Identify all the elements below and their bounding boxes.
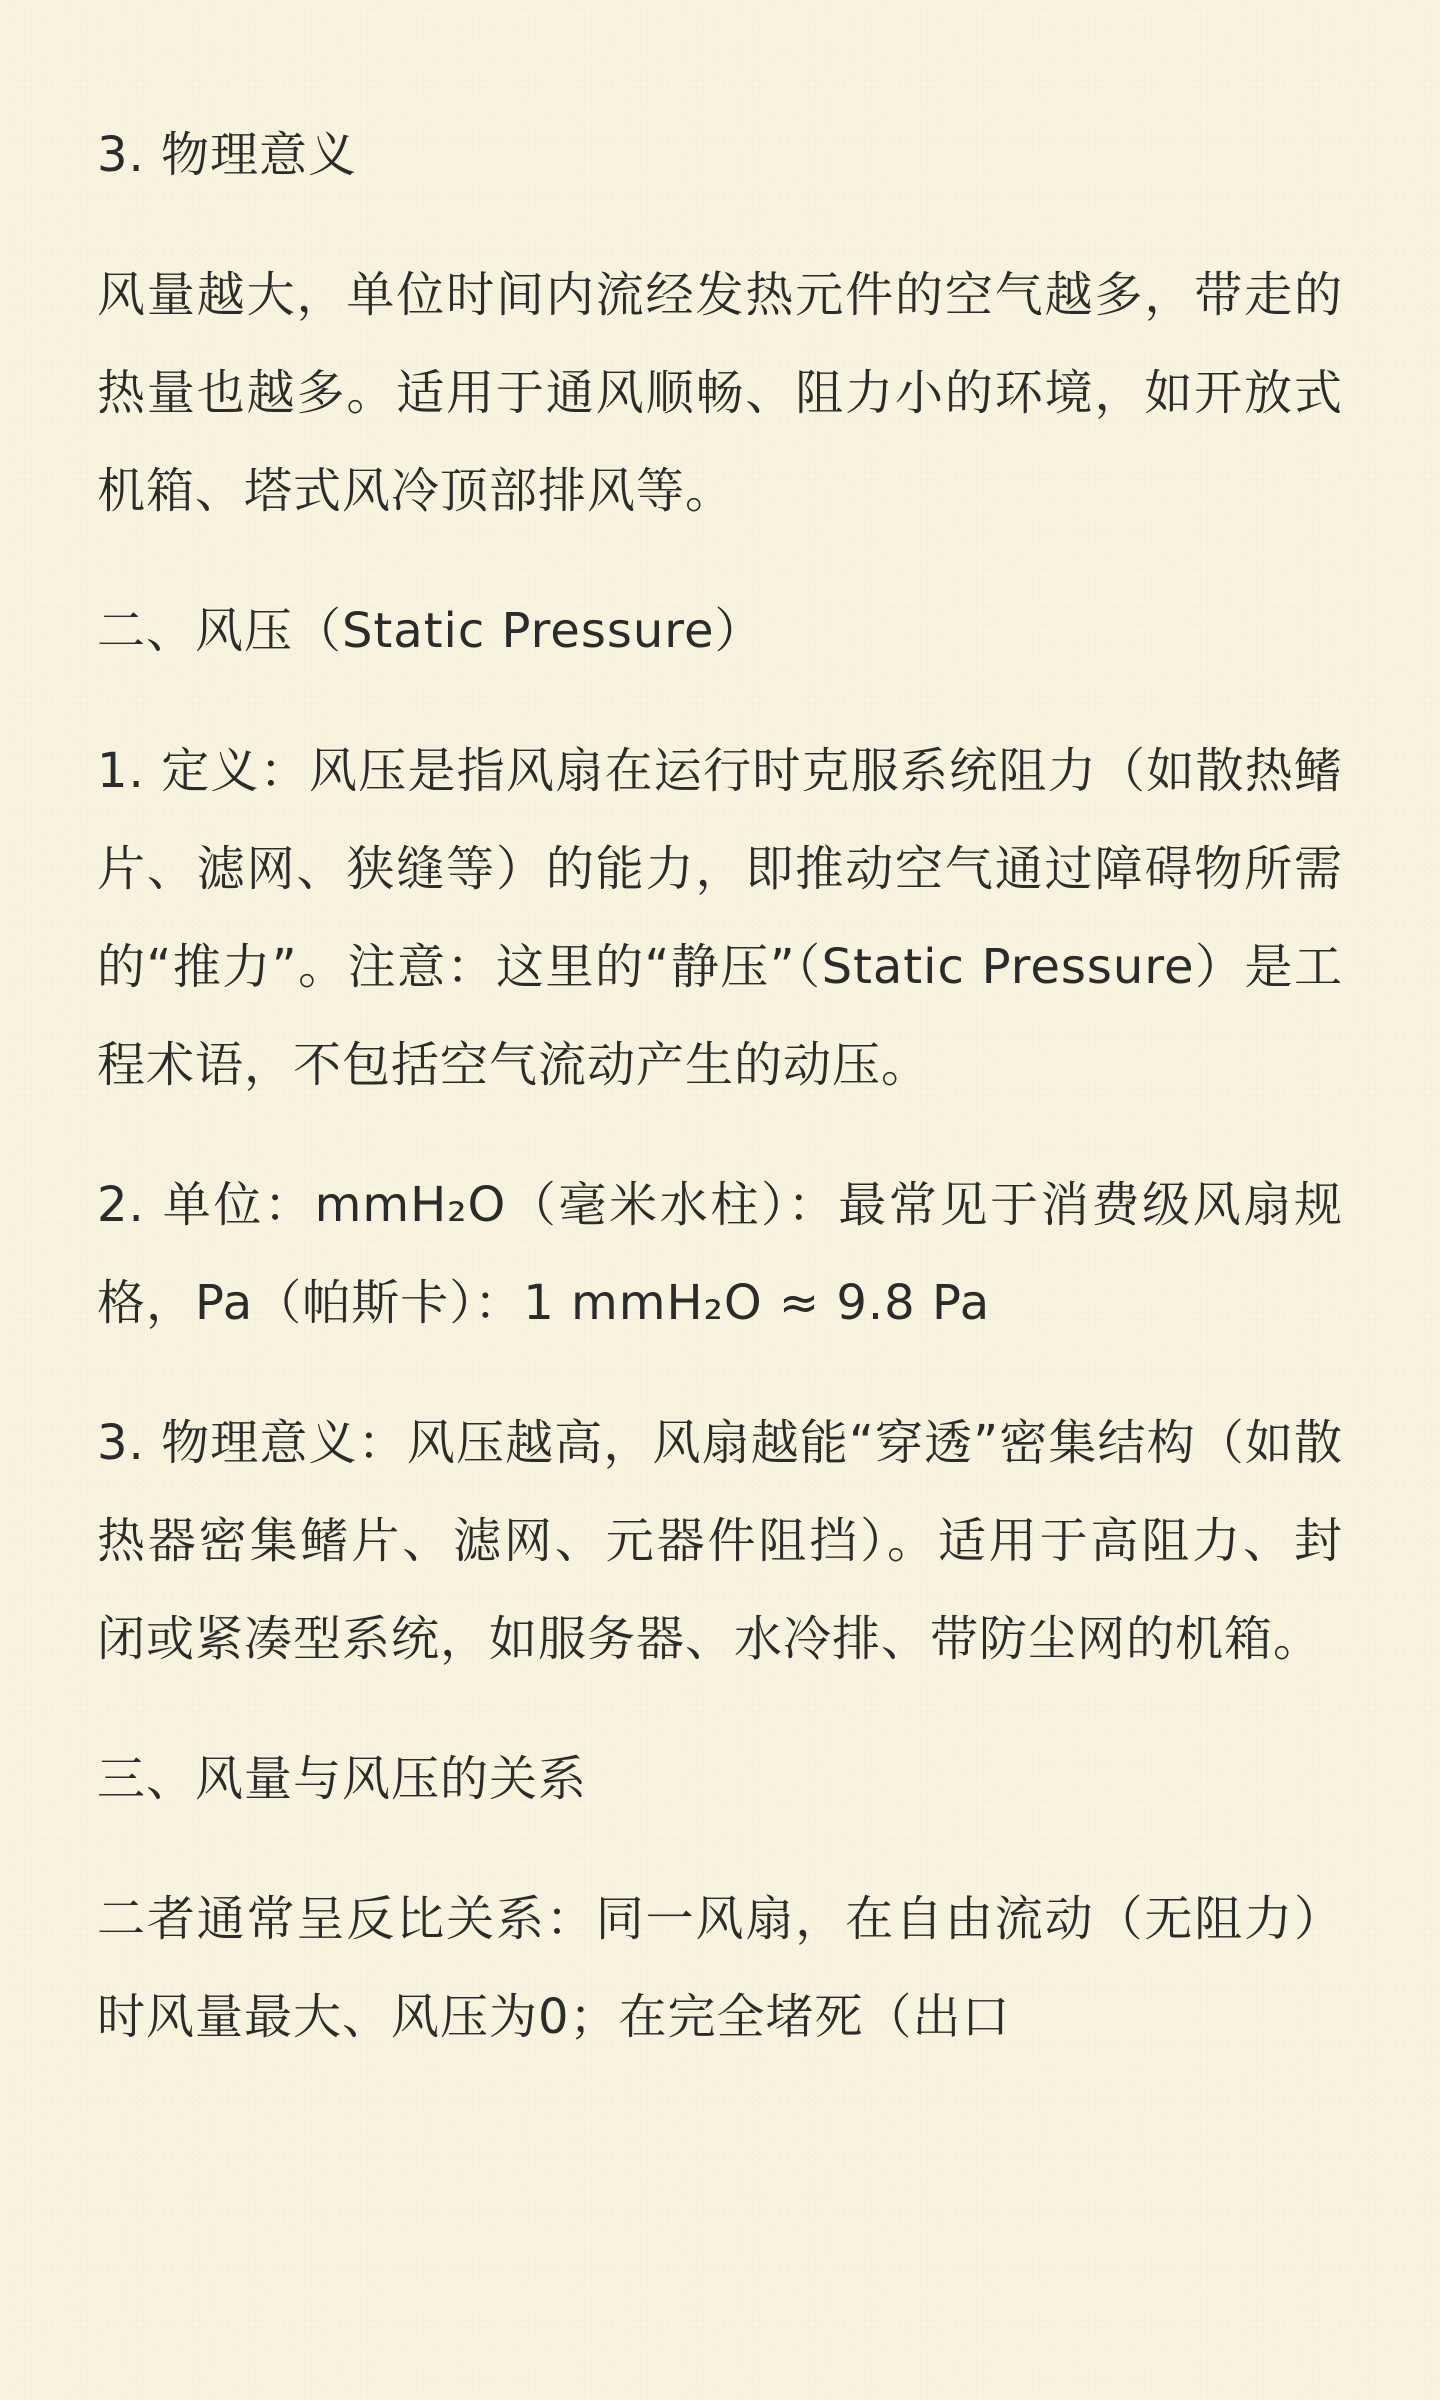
paragraph-pressure-unit: 2. 单位：mmH₂O（毫米水柱）：最常见于消费级风扇规格，Pa（帕斯卡）：1 mmH₂O ≈ 9.8 Pa (97, 1177, 1343, 1331)
paragraph-pressure-meaning: 3. 物理意义：风压越高，风扇越能“穿透”密集结构（如散热器密集鳍片、滤网、元器件阻挡）。适用于高阻力、封闭或紧凑型系统，如服务器、水冷排、带防尘网的机箱。 (97, 1415, 1343, 1667)
paragraph-pressure-definition: 1. 定义：风压是指风扇在运行时克服系统阻力（如散热鳍片、滤网、狭缝等）的能力，即推动空气通过障碍物所需的“推力”。注意：这里的“静压”（Static Pressure）是工程术语，不包括空气流动产生的动压。 (97, 743, 1343, 1093)
paragraph-relationship: 二者通常呈反比关系：同一风扇，在自由流动（无阻力）时风量最大、风压为0；在完全堵死（出口 (97, 1891, 1343, 2045)
section-heading-static-pressure: 二、风压（Static Pressure） (97, 603, 764, 659)
section-heading-relationship: 三、风量与风压的关系 (97, 1751, 588, 1807)
paragraph-airflow-meaning: 风量越大，单位时间内流经发热元件的空气越多，带走的热量也越多。适用于通风顺畅、阻力小的环境，如开放式机箱、塔式风冷顶部排风等。 (97, 267, 1343, 519)
section-heading-physical-meaning: 3. 物理意义 (97, 127, 358, 183)
